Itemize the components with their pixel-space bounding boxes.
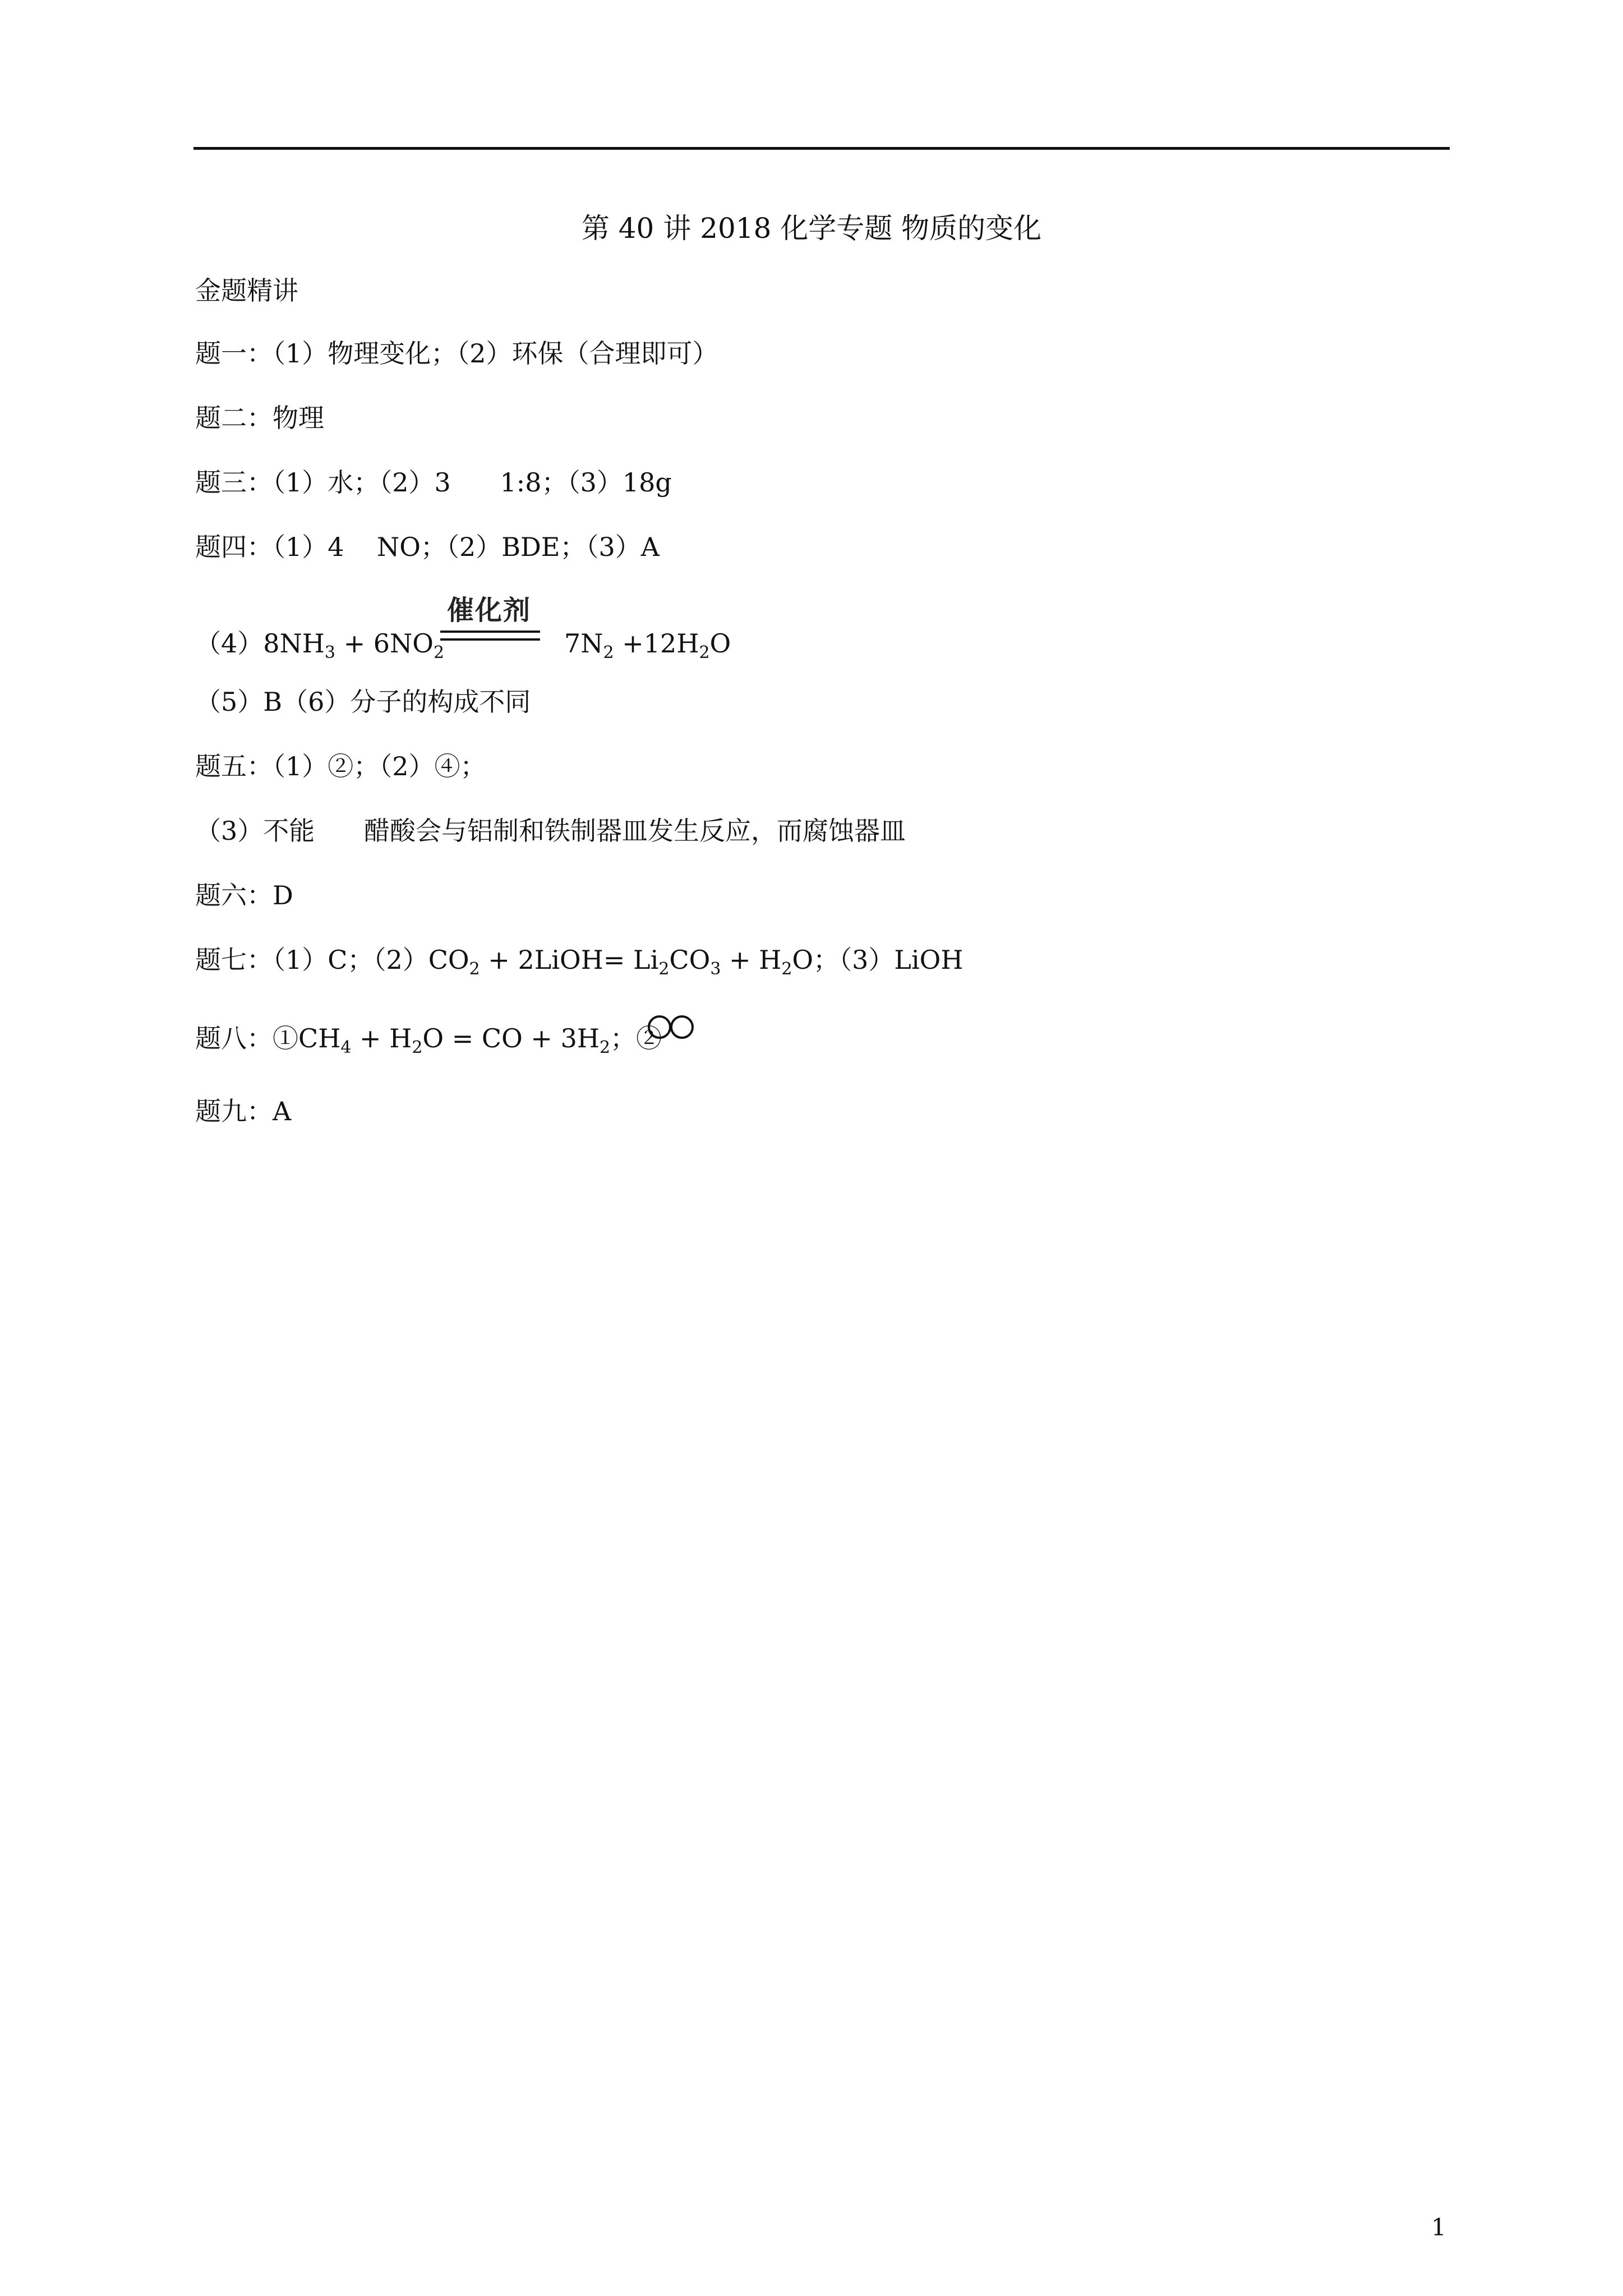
section-heading: 金题精讲 bbox=[195, 275, 298, 306]
answer-q2: 题二：物理 bbox=[195, 403, 324, 433]
reaction-bar-top bbox=[440, 631, 540, 633]
answer-q8: 题八：$①CH_4 + H_2O$ = CO + $3H_2$；② bbox=[195, 1023, 662, 1057]
answer-q7: 题七：（1）C；$(2)CO_2$ + 2LiOH= $Li_2CO_3 + H_2O$；（3）LiOH bbox=[195, 945, 963, 979]
page-number: 1 bbox=[1431, 2214, 1446, 2241]
reaction-bar-bottom bbox=[440, 638, 540, 641]
header-rule bbox=[193, 147, 1450, 150]
molecule-diagram-icon bbox=[647, 1014, 697, 1041]
answer-q1: 题一：（1）物理变化；（2）环保（合理即可） bbox=[195, 338, 718, 369]
answer-q3: 题三：（1）水；（2）3 1:8；（3）18g bbox=[195, 467, 672, 498]
answer-q5: 题五：（1）②；（2）④； bbox=[195, 751, 486, 781]
catalyst-label: 催化剂 bbox=[447, 595, 532, 626]
answer-q4: 题四：（1）4 NO；（2）BDE；（3）A bbox=[195, 532, 660, 562]
answer-q6: 题六：D bbox=[195, 880, 293, 910]
answer-q5-continued: （3）不能 醋酸会与铝制和铁制器皿发生反应，而腐蚀器皿 bbox=[195, 816, 906, 846]
answer-q4-equation-left: $(4)8NH_3 + 6NO_2$ bbox=[195, 628, 445, 662]
page-title: 第 40 讲 2018 化学专题 物质的变化 bbox=[581, 212, 1042, 245]
answer-q4-continued: （5）B（6）分子的构成不同 bbox=[195, 687, 531, 717]
answer-q4-equation-right: $7N_2 +12H_2O$ bbox=[564, 628, 731, 662]
answer-q9: 题九：A bbox=[195, 1096, 292, 1126]
